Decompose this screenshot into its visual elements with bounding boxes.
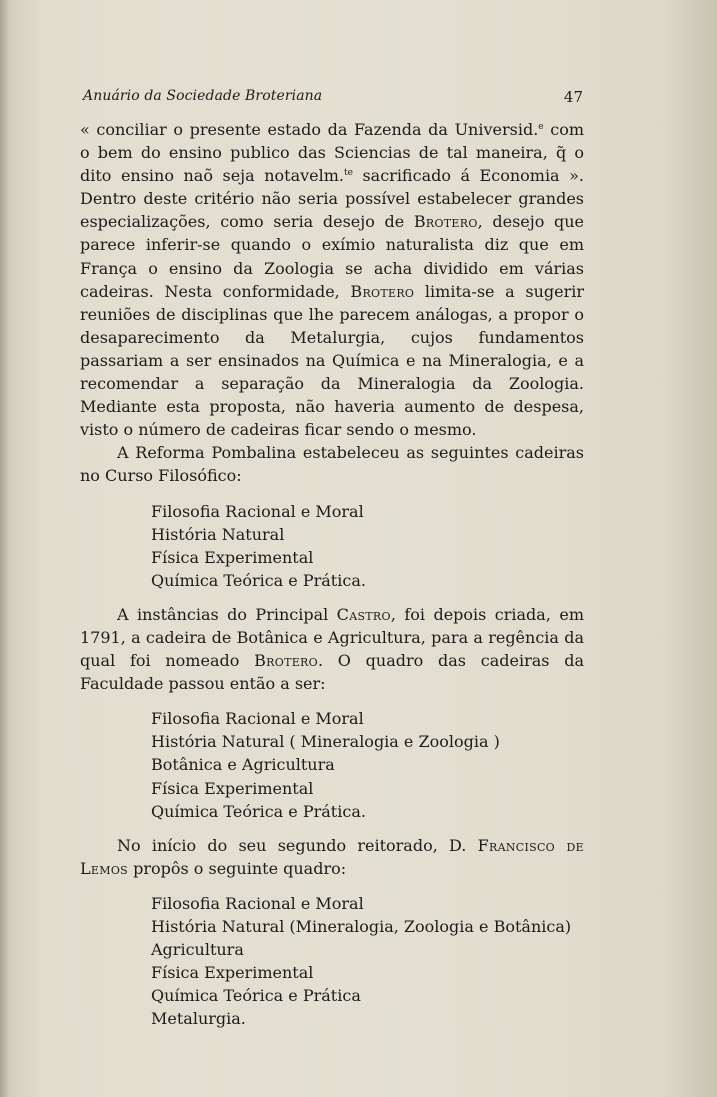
binding-edge xyxy=(0,0,10,1097)
paragraph-3-part-a: A instâncias do Principal xyxy=(117,604,337,624)
name-brotero: Brotero xyxy=(413,212,478,232)
paragraph-4-part-a: No início do seu segundo reitorado, D. xyxy=(117,835,478,855)
list-item: Química Teórica e Prática. xyxy=(151,570,366,590)
paragraph-1 xyxy=(80,118,584,441)
chair-list-1 xyxy=(151,500,584,592)
paragraph-3-part-b: , foi depois criada, em 1791, a cadeira de Botânica e Agricultura, para a regência da qual foi nomeado xyxy=(80,604,584,671)
chair-list-2 xyxy=(151,707,584,822)
paragraph-4-part-b: propôs o seguinte quadro: xyxy=(127,858,347,878)
paragraph-3-part-c: . O quadro das cadeiras da Faculdade passou então a ser: xyxy=(80,651,585,694)
list-item: História Natural ( Mineralogia e Zoologia ) xyxy=(151,732,500,752)
paragraph-1-part-e: limita-se a sugerir reuniões de disciplinas que lhe parecem análogas, a propor o desaparecimento da Metalurgia, cujos fundamentos passariam a ser ensinados na Química e na Mineralogia, e a recomendar a separação da Mineralogia da Zoologia. Mediante esta proposta, não haveria aumento de despesa, visto o número de cadeiras ficar sendo o mesmo. xyxy=(80,281,584,440)
list-item: Botânica e Agricultura xyxy=(151,755,335,775)
paragraph-1-part-a: « conciliar o presente estado da Fazenda da Universid. xyxy=(80,120,539,139)
list-item: Metalurgia. xyxy=(151,1009,246,1029)
paragraph-2: A Reforma Pombalina estabeleceu as seguintes cadeiras no Curso Filosófico: xyxy=(80,443,584,486)
paragraph-1-part-d: , desejo que parece inferir-se quando o exímio naturalista diz que em França o ensino da Zoologia se acha dividido em várias cadeiras. Nesta conformidade, xyxy=(80,212,584,301)
chair-list-3 xyxy=(151,892,584,1031)
list-item: Química Teórica e Prática. xyxy=(151,801,366,821)
running-head: Anuário da Sociedade Broteriana xyxy=(83,88,323,104)
list-item: Física Experimental xyxy=(151,778,314,798)
paragraph-1-part-c: sacrificado á Economia ». Dentro deste critério não seria possível estabelecer grandes especializações, como seria desejo de xyxy=(80,166,584,232)
list-item: Física Experimental xyxy=(151,547,314,567)
list-item: Agricultura xyxy=(151,940,244,960)
body-text xyxy=(80,118,584,1041)
list-item: Física Experimental xyxy=(151,963,314,983)
name-castro: Castro xyxy=(336,604,391,624)
list-item: Filosofia Racional e Moral xyxy=(151,501,364,521)
list-item: História Natural (Mineralogia, Zoologia e Botânica) xyxy=(151,917,572,936)
list-item: Química Teórica e Prática xyxy=(151,986,361,1006)
page-number: 47 xyxy=(563,88,583,106)
list-item: História Natural xyxy=(151,524,285,544)
paragraph-3 xyxy=(80,603,584,695)
list-item: Filosofia Racional e Moral xyxy=(151,709,364,729)
list-item: Filosofia Racional e Moral xyxy=(151,893,364,913)
paragraph-1-part-b: com o bem do ensino publico das Sciencias de tal maneira, q̃ o dito ensino naõ seja notavelm. xyxy=(80,120,585,186)
name-brotero: Brotero xyxy=(350,281,415,301)
superscript-te: te xyxy=(343,168,353,179)
paragraph-4 xyxy=(80,834,584,880)
name-francisco-de-lemos: Francisco de Lemos xyxy=(80,835,584,878)
superscript-e: e xyxy=(538,122,544,132)
page-header xyxy=(83,88,583,110)
name-brotero: Brotero xyxy=(254,651,318,671)
